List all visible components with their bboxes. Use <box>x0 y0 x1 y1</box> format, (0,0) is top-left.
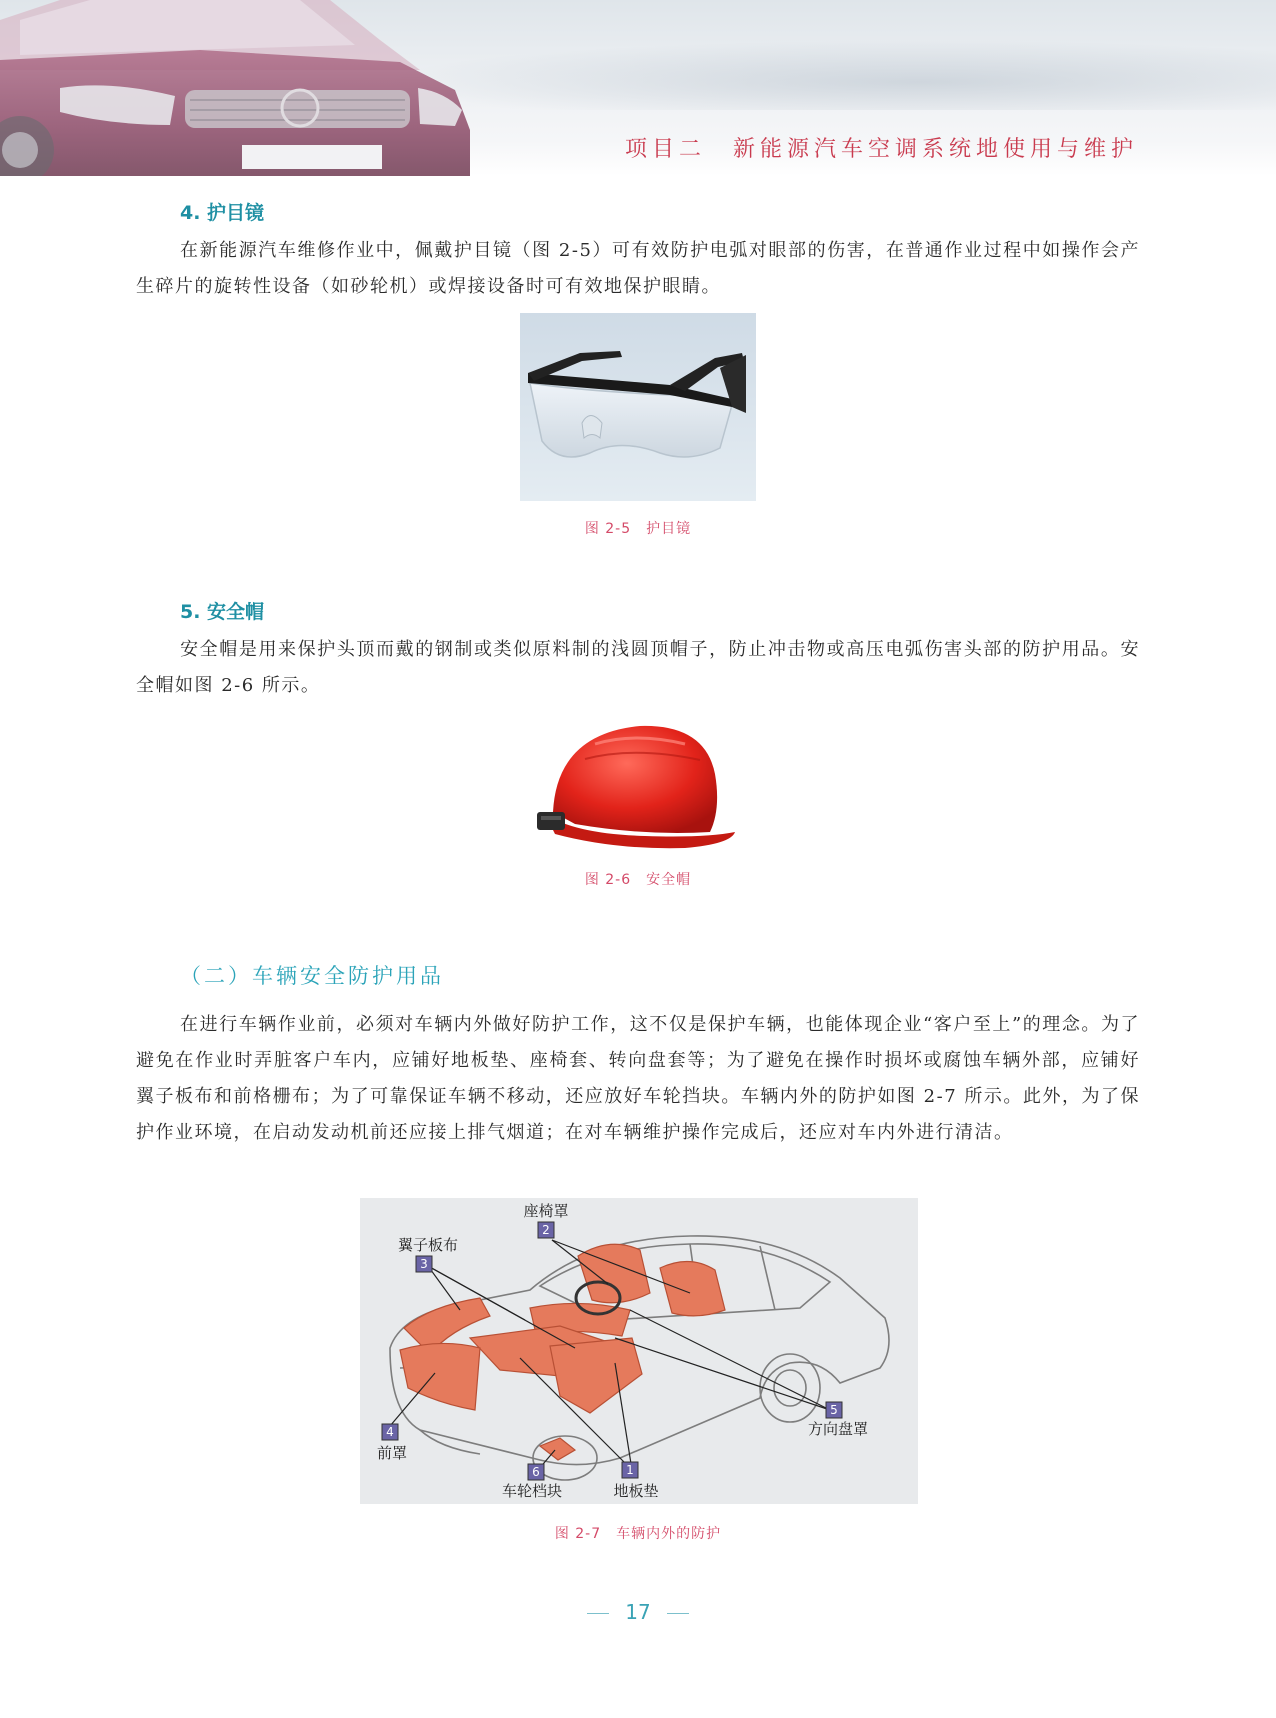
section-heading-vehicle-protection: （二）车辆安全防护用品 <box>180 964 444 988</box>
footer-dash-right <box>667 1613 689 1614</box>
svg-text:地板垫: 地板垫 <box>613 1482 659 1500</box>
svg-text:方向盘罩: 方向盘罩 <box>807 1420 869 1438</box>
helmet-image <box>535 714 741 852</box>
header-banner <box>0 0 1276 176</box>
paragraph-goggles-text: 在新能源汽车维修作业中，佩戴护目镜（图 2-5）可有效防护电弧对眼部的伤害，在普通作业过程中如操作会产生碎片的旋转性设备（如砂轮机）或焊接设备时可有效地保护眼睛。 <box>136 240 1140 297</box>
paragraph-helmet-text: 安全帽是用来保护头顶而戴的钢制或类似原料制的浅圆顶帽子，防止冲击物或高压电弧伤害头部的防护用品。安全帽如图 2-6 所示。 <box>136 639 1140 696</box>
page-footer <box>0 1600 1276 1624</box>
svg-text:4: 4 <box>386 1425 394 1439</box>
svg-text:1: 1 <box>626 1463 634 1477</box>
vehicle-protection-diagram <box>360 1198 918 1504</box>
paragraph-vehicle-protection-text: 在进行车辆作业前，必须对车辆内外做好防护工作，这不仅是保护车辆，也能体现企业“客户至上”的理念。为了避免在作业时弄脏客户车内，应铺好地板垫、座椅套、转向盘套等；为了避免在操作时损坏或腐蚀车辆外部，应铺好翼子板布和前格栅布；为了可靠保证车辆不移动，还应放好车轮挡块。车辆内外的防护如图 2-7 所示。此外，为了保护作业环境，在启动发动机前还应接上排气烟道；在对车辆维护操作完成后，还应对车内外进行清洁。 <box>136 1014 1140 1143</box>
caption-figure-2-5: 图 2-5 护目镜 <box>584 521 692 537</box>
svg-text:3: 3 <box>420 1257 428 1271</box>
svg-text:5: 5 <box>830 1403 838 1417</box>
svg-text:车轮档块: 车轮档块 <box>501 1482 563 1500</box>
goggles-image <box>520 313 756 501</box>
svg-text:座椅罩: 座椅罩 <box>523 1202 569 1220</box>
paragraph-vehicle-protection <box>136 1007 1140 1151</box>
page-number: 17 <box>625 1600 651 1624</box>
caption-figure-2-6: 图 2-6 安全帽 <box>584 872 692 888</box>
caption-figure-2-7: 图 2-7 车辆内外的防护 <box>554 1526 722 1542</box>
car-photo-illustration <box>0 0 480 176</box>
header-mist-decoration <box>380 40 1276 110</box>
svg-text:2: 2 <box>542 1223 550 1237</box>
svg-text:翼子板布: 翼子板布 <box>397 1236 459 1254</box>
section-heading-goggles: 4. 护目镜 <box>180 202 265 224</box>
svg-text:6: 6 <box>532 1465 540 1479</box>
header-title: 项目二 新能源汽车空调系统地使用与维护 <box>624 137 1138 162</box>
paragraph-helmet <box>136 632 1140 704</box>
section-heading-helmet: 5. 安全帽 <box>180 601 265 623</box>
paragraph-goggles <box>136 233 1140 305</box>
svg-text:前罩: 前罩 <box>376 1444 408 1462</box>
footer-dash-left <box>587 1613 609 1614</box>
